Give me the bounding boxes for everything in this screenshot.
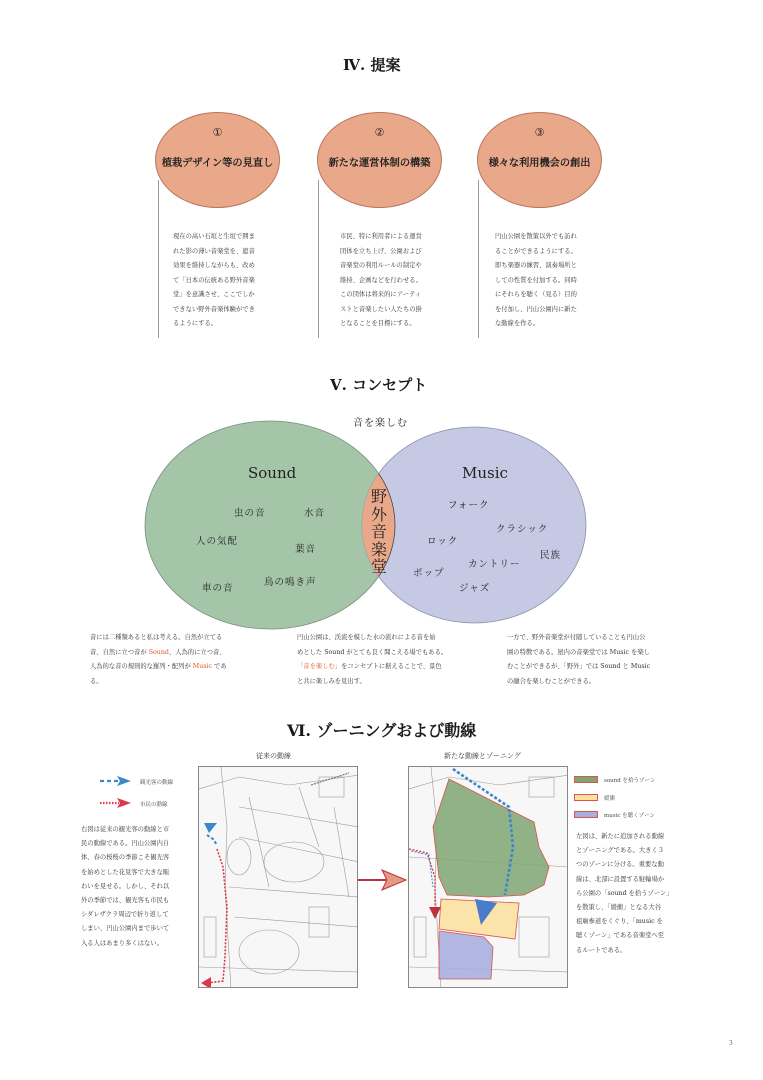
proposal-text: 現在の高い石垣と生垣で囲ま れた影の薄い音楽堂を、遮音 効果を維持しながらも、改め て「日本の伝統ある野外音楽 堂」を意識させ、ここでしか できない野外音楽体験ができ るようにする。 (173, 233, 255, 327)
sound-item: 鳥の鳴き声 (264, 577, 317, 588)
map2-title: 新たな動線とゾーニング (444, 752, 521, 760)
legend-tourist-label: 観光客の動線 (140, 780, 174, 786)
legend-buffer-swatch (574, 794, 598, 801)
legend-music-swatch (574, 811, 598, 818)
music-item: クラシック (496, 524, 549, 535)
proposal-title: 新たな運営体制の構築 (328, 157, 431, 169)
citizen-route-icon (99, 797, 133, 809)
concept-text-1: 音には二種類あると私は考える。自然が立てる 音、自然に立つ音が Sound、人為的に立つ音、 人為的な音の規則的な羅列・配列が Music であ る。 (90, 634, 227, 685)
concept-subtitle: 音を楽しむ (353, 418, 408, 429)
tourist-route-icon (99, 775, 133, 787)
proposal-number: ① (212, 126, 223, 139)
citizen-route-line (207, 849, 227, 983)
sound-item: 葉音 (295, 544, 317, 555)
proposal-title: 植栽デザイン等の見直し (161, 157, 274, 169)
page-number: 3 (729, 1040, 733, 1047)
proposal-number: ② (374, 126, 385, 139)
music-item: ジャズ (459, 583, 491, 594)
proposal-text: 市民、特に利用者による運営 団体を立ち上げ、公園および 音楽堂の利用ルールの制定や 維持、企画などを行わせる。 この団体は将来的にアーティ ストと音楽したい人たちの掛 となることを目標にする。 (340, 233, 422, 327)
sound-item: 水音 (304, 508, 326, 519)
music-item: ロック (427, 536, 459, 547)
sound-item: 車の音 (202, 583, 234, 594)
legend-sound-swatch (574, 776, 598, 783)
proposal-text: 円山公園を散策以外でも訪れ ることができるようにする。 即ち楽器の練習、演奏場所と しての性質を付加する。同時 にそれらを聴く（見る）目的 を付加し、円山公園内に新た な動線を作る。 (495, 233, 577, 327)
map-new-zoning (408, 766, 568, 988)
legend-music-label: music を聴くゾーン (604, 813, 656, 819)
proposal-number: ③ (534, 126, 545, 139)
zoning-left-text: 右図は従来の観光客の動線と市 民の動線である。円山公園内自 体、春の桜桜の季節こそ観光客 を始めとした花見客で大きな賑 わいを見せる。しかし、それ以 外の季節では、観光客も市民も シダレザクラ周辺で折り返して しまい、円山公園内まで歩いて 入る人はあまり多くはない。 (81, 826, 170, 947)
map-drawing (199, 767, 358, 988)
transition-arrow-icon (358, 868, 408, 892)
music-item: ポップ (413, 568, 445, 579)
music-item: フォーク (448, 500, 490, 511)
music-item: カントリー (468, 559, 521, 570)
concept-text-3: 一方で、野外音楽堂が付随していることも円山公 園の特徴である。屋内の音楽堂では Music を楽し むことができるが、「野外」では Sound と Music の融合を楽しむことができる。 (507, 634, 651, 685)
section6-title: Ⅵ. ゾーニングおよび動線 (287, 721, 477, 740)
music-label: Music (462, 464, 508, 482)
zone-music (439, 931, 493, 979)
tourist-route-line (207, 835, 217, 845)
map-current-routes (198, 766, 358, 988)
section5-title: Ⅴ. コンセプト (330, 376, 428, 394)
sound-item: 人の気配 (196, 536, 239, 547)
legend-citizen-label: 市民の動線 (140, 802, 168, 808)
concept-text-2: 円山公園は、渓流を模した水の流れによる音を始 めとした Sound がとても良く聞こえる場でもある。 「音を楽しむ」をコンセプトに据えることで、景色 と共に楽しみを見出す。 (297, 634, 448, 685)
proposal-title: 様々な利用機会の創出 (488, 157, 591, 169)
sound-label: Sound (248, 464, 297, 482)
sound-circle (145, 421, 395, 629)
legend-sound-label: sound を拾うゾーン (604, 778, 656, 784)
music-item: 民族 (540, 550, 562, 561)
legend-buffer-label: 緩衝 (604, 796, 616, 802)
sound-item: 虫の音 (234, 508, 266, 519)
map1-title: 従来の動線 (256, 752, 291, 760)
map-drawing (409, 767, 568, 988)
center-label: 野 外 音 楽 堂 (370, 487, 387, 576)
section4-title: Ⅳ. 提案 (343, 56, 401, 74)
zoning-right-text: 左図は、新たに追加される動線 とゾーニングである。大きく３ つのゾーンに分ける。重要な動 線は、北部に設置する駐輪場か ら公園の「sound を拾うゾーン」 を散策し、「緩衝」となる大谷 祖廟参道をくぐり、「music を 聴くゾーン」である音楽堂へ至 るルートである。 (576, 833, 673, 954)
